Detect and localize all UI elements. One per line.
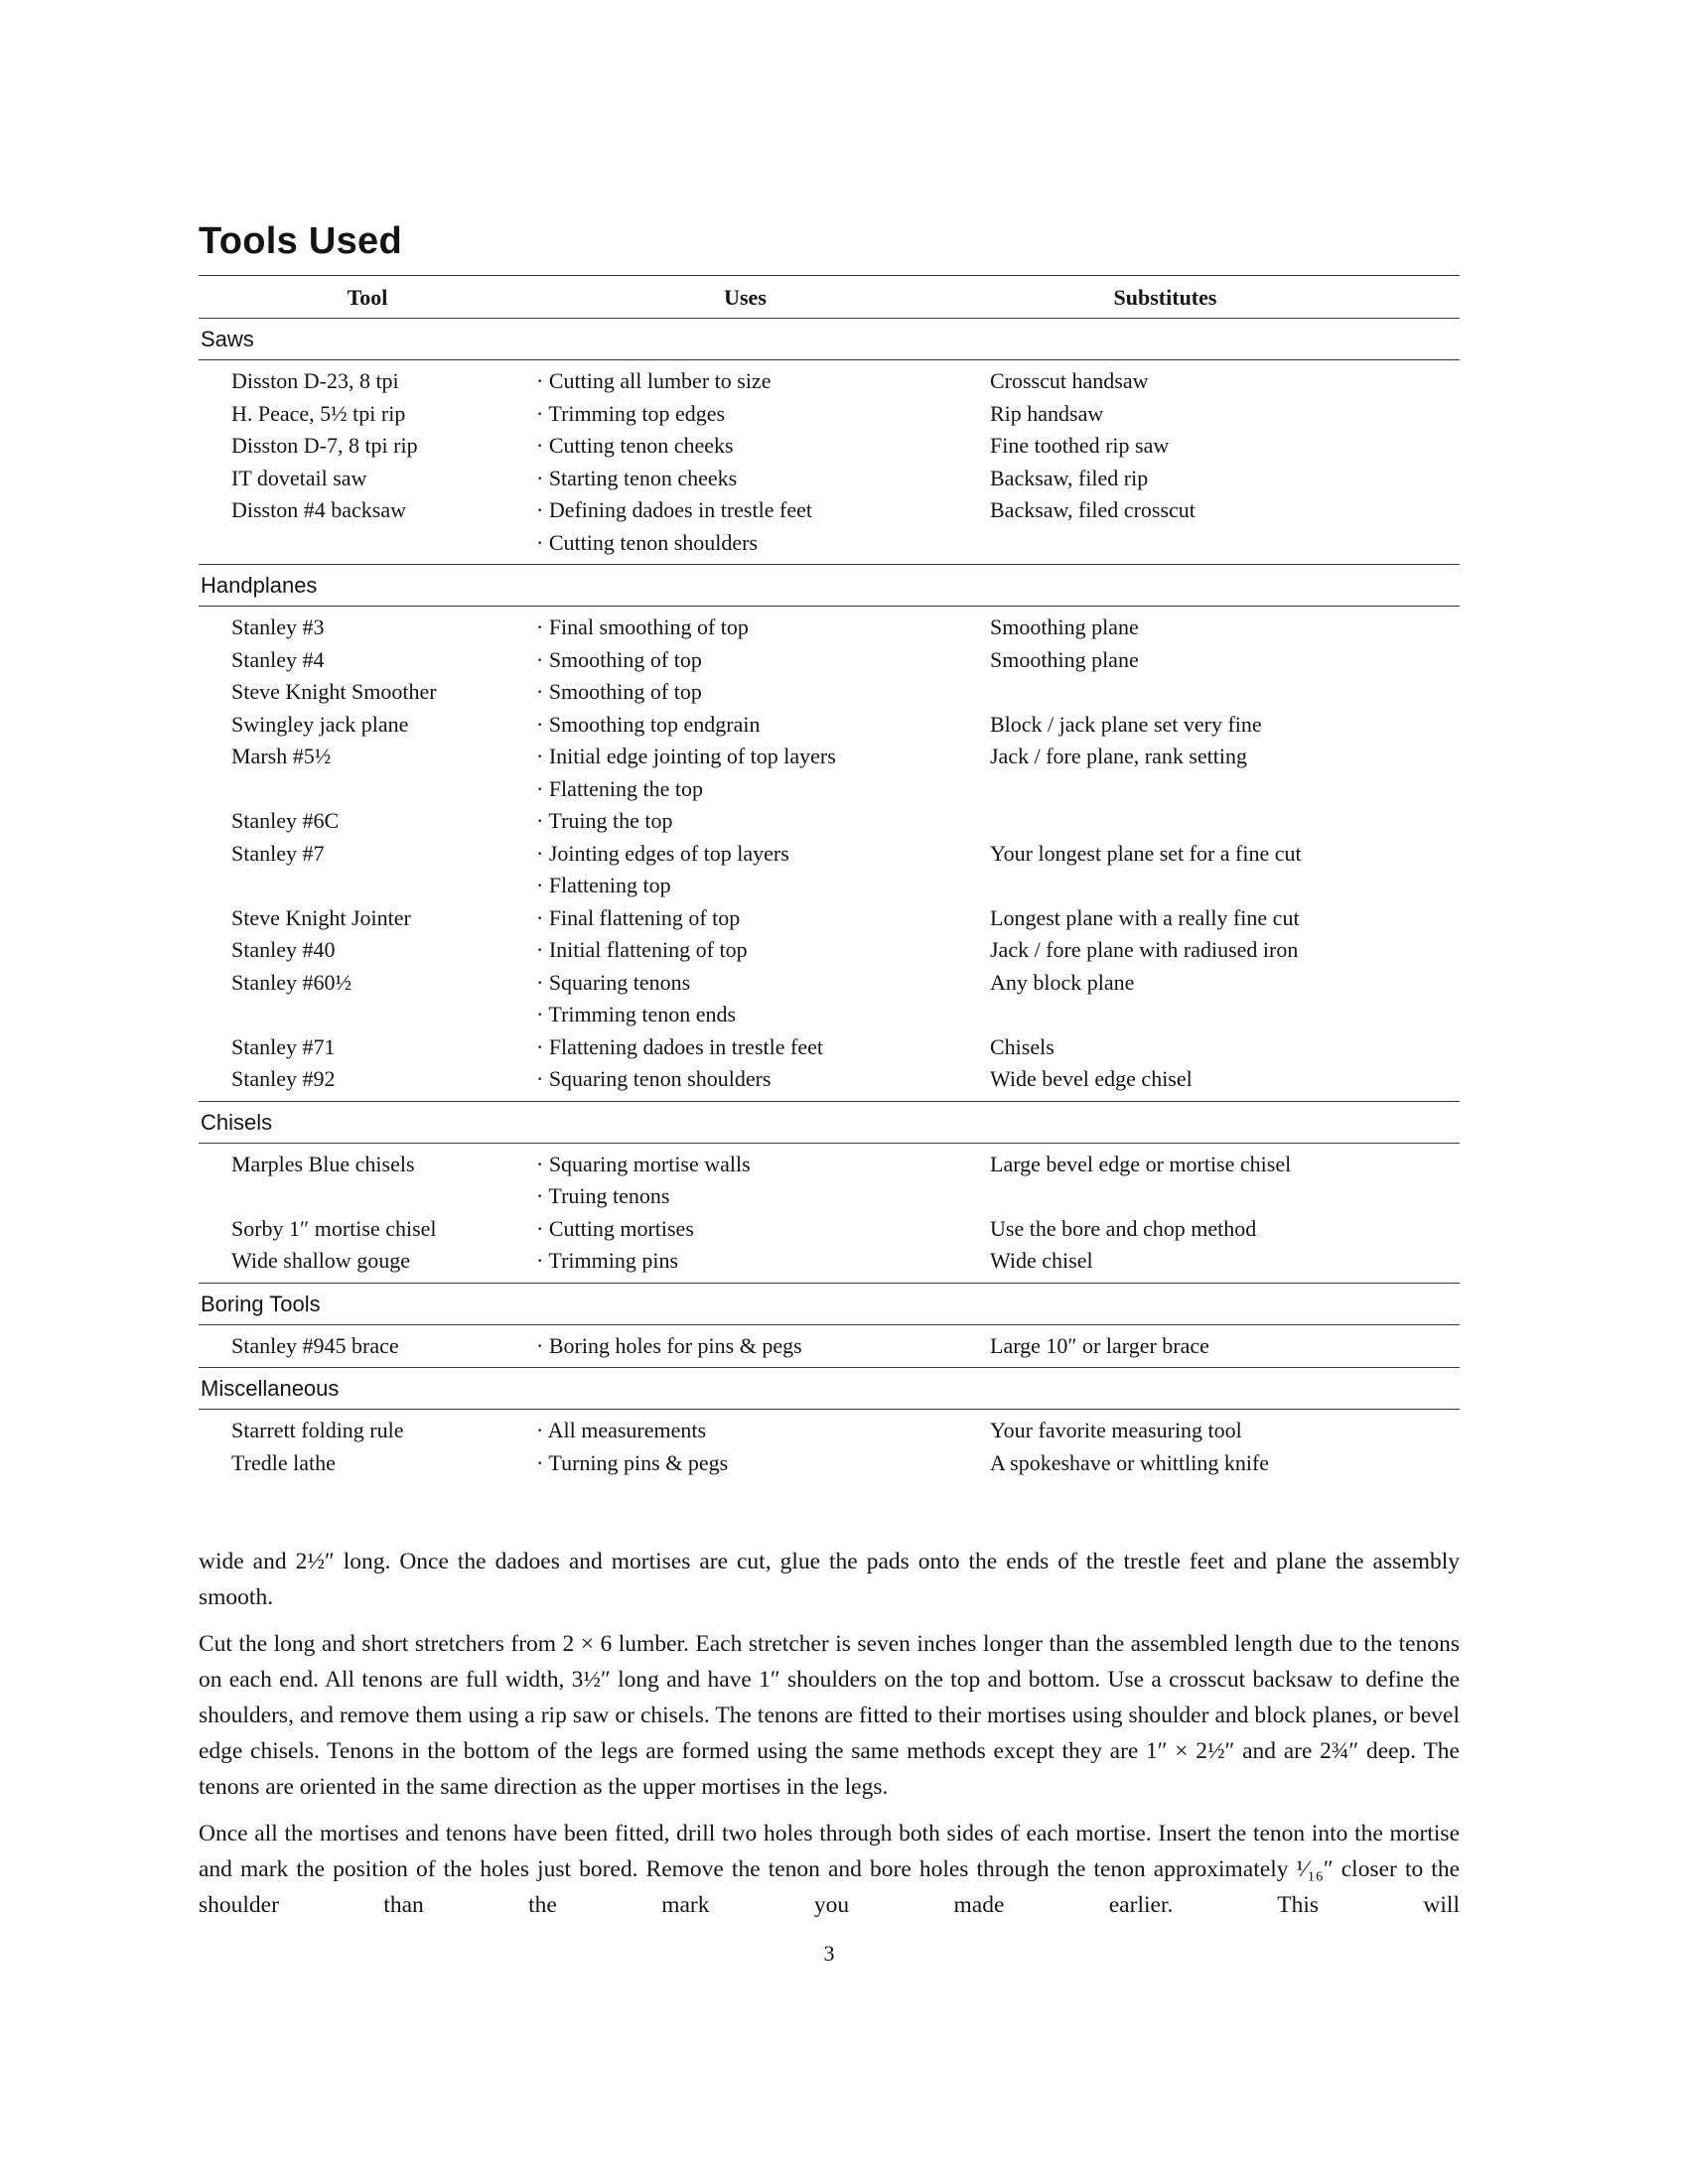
- use-item: · Jointing edges of top layers: [536, 840, 789, 866]
- table-row: [199, 1330, 1460, 1363]
- use-item: · Squaring tenons: [536, 969, 691, 995]
- use-item: · Boring holes for pins & pegs: [536, 1332, 802, 1358]
- tool-cell: Wide shallow gouge: [231, 1248, 410, 1273]
- substitutes-cell: Rip handsaw: [990, 400, 1104, 426]
- uses-cell: [536, 709, 990, 742]
- use-item: · Trimming tenon ends: [536, 1002, 737, 1026]
- substitutes-cell: Your longest plane set for a fine cut: [990, 840, 1302, 866]
- page-number: 3: [823, 1941, 835, 1966]
- uses-cell: [536, 967, 990, 1031]
- tool-cell: Disston D-7, 8 tpi rip: [231, 433, 418, 458]
- use-item: · Truing the top: [536, 808, 673, 833]
- use-item: · Flattening the top: [536, 775, 704, 801]
- tool-cell: Stanley #71: [231, 1033, 336, 1059]
- uses-cell: [536, 1415, 990, 1447]
- use-item: · Smoothing of top: [536, 646, 702, 672]
- section-rows: [199, 360, 1460, 564]
- uses-cell: [536, 934, 990, 967]
- tool-cell: Starrett folding rule: [231, 1418, 404, 1442]
- table-row: [199, 741, 1460, 805]
- table-row: [199, 494, 1460, 559]
- tool-cell: IT dovetail saw: [231, 465, 367, 490]
- substitutes-cell: Backsaw, filed rip: [990, 465, 1149, 490]
- use-item: · Initial flattening of top: [536, 937, 748, 962]
- table-row: [199, 1031, 1460, 1064]
- use-item: · Turning pins & pegs: [536, 1449, 729, 1475]
- tool-cell: Stanley #7: [231, 840, 325, 866]
- uses-cell: [536, 463, 990, 495]
- uses-cell: [536, 1330, 990, 1363]
- tool-cell: H. Peace, 5½ tpi rip: [231, 400, 406, 426]
- use-item: · Squaring mortise walls: [536, 1151, 751, 1176]
- table-section: [199, 1367, 1460, 1484]
- section-title: Boring Tools: [199, 1284, 1460, 1325]
- table-row: [199, 967, 1460, 1031]
- use-item: · Truing tenons: [536, 1183, 670, 1208]
- uses-cell: [536, 838, 990, 902]
- tool-cell: Disston D-23, 8 tpi: [231, 368, 399, 393]
- substitutes-cell: Large bevel edge or mortise chisel: [990, 1151, 1292, 1176]
- substitutes-cell: Smoothing plane: [990, 614, 1139, 639]
- use-item: · Cutting mortises: [536, 1215, 694, 1241]
- section-rows: [199, 1410, 1460, 1484]
- section-title: Handplanes: [199, 565, 1460, 607]
- tool-cell: Stanley #4: [231, 646, 325, 672]
- table-row: [199, 430, 1460, 463]
- uses-cell: [536, 1245, 990, 1278]
- table-body: [199, 319, 1460, 1484]
- use-item: · Flattening top: [536, 873, 671, 897]
- substitutes-cell: Large 10″ or larger brace: [990, 1332, 1209, 1358]
- table-row: [199, 676, 1460, 709]
- use-item: · Trimming top edges: [536, 400, 726, 426]
- tool-cell: Stanley #40: [231, 937, 336, 962]
- uses-cell: [536, 398, 990, 431]
- table-row: [199, 1245, 1460, 1278]
- substitutes-cell: Block / jack plane set very fine: [990, 711, 1262, 737]
- use-item: · Final flattening of top: [536, 904, 741, 930]
- section-title: Chisels: [199, 1102, 1460, 1144]
- use-item: · Flattening dadoes in trestle feet: [536, 1033, 823, 1059]
- substitutes-cell: Wide chisel: [990, 1248, 1093, 1273]
- uses-cell: [536, 1213, 990, 1246]
- table-section: [199, 564, 1460, 1101]
- tool-cell: Disston #4 backsaw: [231, 497, 406, 522]
- use-item: · Cutting tenon shoulders: [536, 529, 759, 555]
- column-header-tool: Tool: [347, 285, 388, 310]
- tool-cell: Marsh #5½: [231, 744, 332, 768]
- uses-cell: [536, 644, 990, 677]
- use-item: · Smoothing top endgrain: [536, 711, 761, 737]
- uses-cell: [536, 1149, 990, 1213]
- substitutes-cell: Wide bevel edge chisel: [990, 1066, 1193, 1091]
- tool-cell: Steve Knight Jointer: [231, 904, 411, 930]
- tool-cell: Tredle lathe: [231, 1449, 336, 1475]
- use-item: · Final smoothing of top: [536, 614, 749, 639]
- substitutes-cell: Jack / fore plane, rank setting: [990, 744, 1248, 768]
- tool-cell: Stanley #92: [231, 1066, 336, 1091]
- substitutes-cell: A spokeshave or whittling knife: [990, 1449, 1270, 1475]
- section-title: Saws: [199, 319, 1460, 360]
- table-row: [199, 612, 1460, 644]
- page-title: Tools Used: [199, 220, 402, 262]
- tool-cell: Steve Knight Smoother: [231, 679, 437, 704]
- table-row: [199, 902, 1460, 935]
- table-row: [199, 838, 1460, 902]
- table-row: [199, 1213, 1460, 1246]
- substitutes-cell: Fine toothed rip saw: [990, 433, 1170, 458]
- substitutes-cell: Any block plane: [990, 969, 1135, 995]
- paragraph: Once all the mortises and tenons have been fitted, drill two holes through both sides of each mortise. Insert the tenon into the mortise and mark the position of the holes just bored. Remove the tenon and bore holes through the tenon approximately ¹⁄₁₆″ closer to the shoulder than the mark you made earlier. This will: [199, 1821, 1460, 1918]
- table-row: [199, 1149, 1460, 1213]
- tool-cell: Swingley jack plane: [231, 711, 409, 737]
- substitutes-cell: Chisels: [990, 1033, 1055, 1059]
- uses-cell: [536, 612, 990, 644]
- section-rows: [199, 1325, 1460, 1368]
- uses-cell: [536, 741, 990, 805]
- tool-cell: Stanley #60½: [231, 969, 352, 995]
- table-row: [199, 1415, 1460, 1447]
- use-item: · Cutting all lumber to size: [536, 368, 772, 393]
- use-item: · Squaring tenon shoulders: [536, 1066, 772, 1091]
- uses-cell: [536, 902, 990, 935]
- table-row: [199, 644, 1460, 677]
- tools-table: [199, 275, 1460, 1484]
- use-item: · Initial edge jointing of top layers: [536, 744, 836, 768]
- column-header-substitutes: Substitutes: [1113, 285, 1217, 310]
- uses-cell: [536, 805, 990, 838]
- table-row: [199, 709, 1460, 742]
- uses-cell: [536, 1031, 990, 1064]
- use-item: · Cutting tenon cheeks: [536, 433, 734, 458]
- table-section: [199, 1101, 1460, 1283]
- use-item: · Smoothing of top: [536, 679, 702, 704]
- section-title: Miscellaneous: [199, 1368, 1460, 1410]
- uses-cell: [536, 1447, 990, 1480]
- uses-cell: [536, 494, 990, 559]
- uses-cell: [536, 430, 990, 463]
- table-row: [199, 934, 1460, 967]
- tool-cell: Sorby 1″ mortise chisel: [231, 1215, 437, 1241]
- use-item: · Defining dadoes in trestle feet: [536, 497, 812, 522]
- substitutes-cell: Backsaw, filed crosscut: [990, 497, 1196, 522]
- use-item: · All measurements: [536, 1418, 707, 1442]
- table-section: [199, 1283, 1460, 1368]
- use-item: · Trimming pins: [536, 1248, 679, 1273]
- table-row: [199, 365, 1460, 398]
- table-section: [199, 319, 1460, 564]
- section-rows: [199, 1144, 1460, 1283]
- uses-cell: [536, 365, 990, 398]
- column-header-uses: Uses: [724, 285, 767, 310]
- substitutes-cell: Smoothing plane: [990, 646, 1139, 672]
- uses-cell: [536, 676, 990, 709]
- section-rows: [199, 607, 1460, 1101]
- use-item: · Starting tenon cheeks: [536, 465, 738, 490]
- tool-cell: Marples Blue chisels: [231, 1151, 415, 1176]
- table-row: [199, 1447, 1460, 1480]
- table-row: [199, 1063, 1460, 1096]
- tool-cell: Stanley #945 brace: [231, 1332, 399, 1358]
- uses-cell: [536, 1063, 990, 1096]
- table-row: [199, 463, 1460, 495]
- substitutes-cell: Crosscut handsaw: [990, 368, 1149, 393]
- table-row: [199, 805, 1460, 838]
- substitutes-cell: Jack / fore plane with radiused iron: [990, 937, 1299, 962]
- paragraph: Cut the long and short stretchers from 2 × 6 lumber. Each stretcher is seven inches longer than the assembled length due to the tenons on each end. All tenons are full width, 3½″ long and have 1″ shoulders on the top and bottom. Use a crosscut backsaw to define the shoulders, and remove them using a rip saw or chisels. The tenons are fitted to their mortises using shoulder and block planes, or bevel edge chisels. Tenons in the bottom of the legs are formed using the same methods except they are 1″ × 2½″ and are 2¾″ deep. The tenons are oriented in the same direction as the upper mortises in the legs.: [199, 1631, 1460, 1800]
- tool-cell: Stanley #3: [231, 614, 325, 639]
- substitutes-cell: Use the bore and chop method: [990, 1215, 1257, 1241]
- table-row: [199, 398, 1460, 431]
- tool-cell: Stanley #6C: [231, 808, 340, 833]
- substitutes-cell: Longest plane with a really fine cut: [990, 904, 1300, 930]
- paragraph: wide and 2½″ long. Once the dadoes and mortises are cut, glue the pads onto the ends of the trestle feet and plane the assembly smooth.: [199, 1549, 1460, 1610]
- body-text: [199, 1544, 1460, 1923]
- substitutes-cell: Your favorite measuring tool: [990, 1418, 1242, 1442]
- table-header-row: [199, 275, 1460, 319]
